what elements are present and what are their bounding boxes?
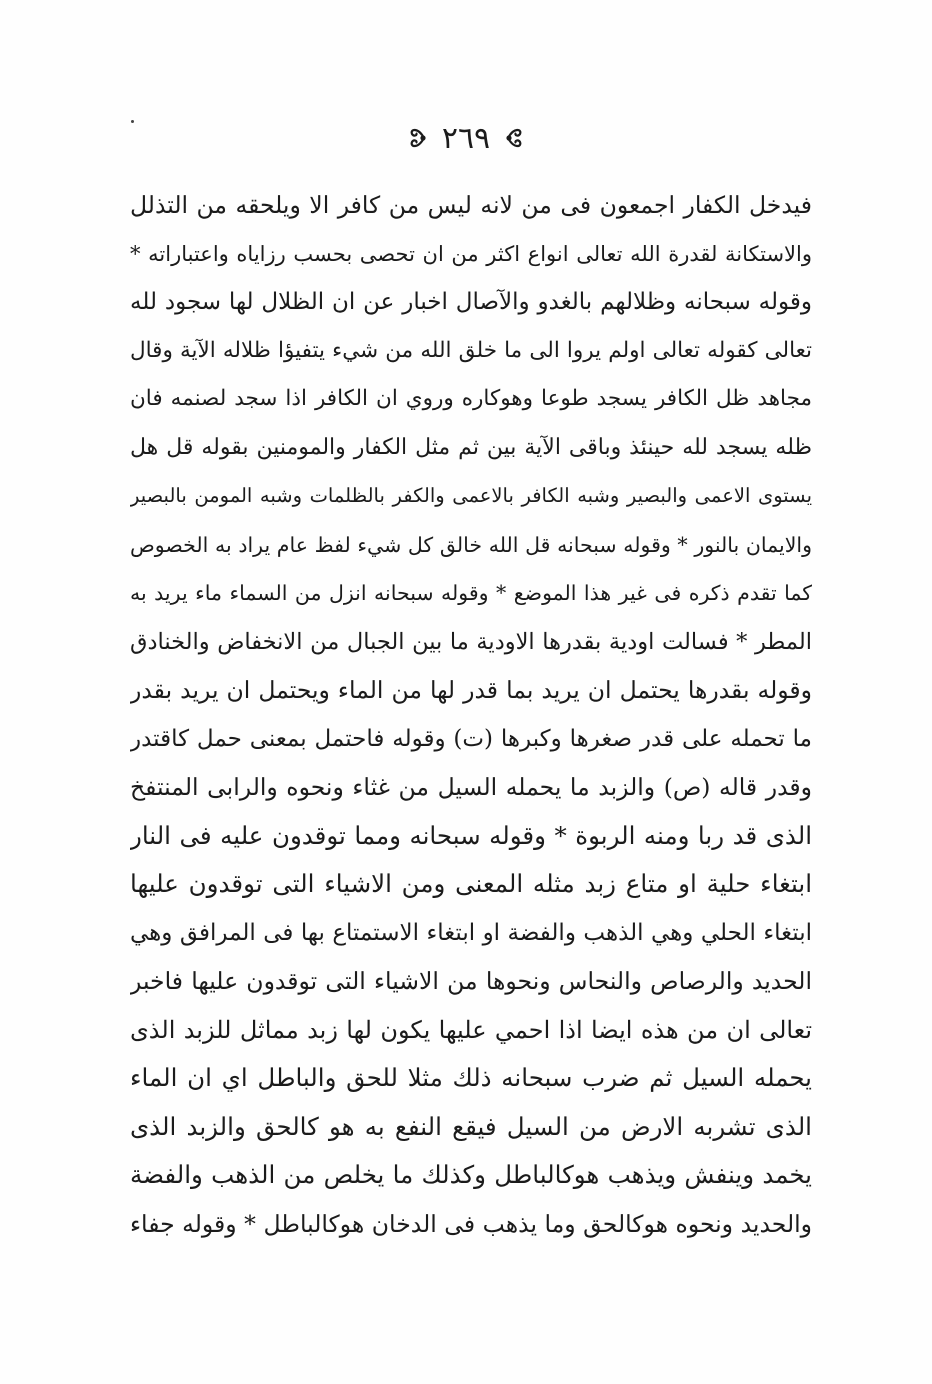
text-line: ظله يسجد لله حينئذ وباقى الآية بين ثم مثل الكفار والمومنين بقوله قل هل [130, 434, 812, 460]
text-line: الذى تشربه الارض من السيل فيقع النفع به هو كالحق والزبد الذى [130, 1111, 812, 1141]
text-line: يستوى الاعمى والبصير وشبه الكافر بالاعمى والكفر بالظلمات وشبه المومن بالبصير [130, 484, 812, 507]
ornament-icon [406, 123, 428, 153]
text-line: ما تحمله على قدر صغرها وكبرها (ت) وقوله فاحتمل بمعنى حمل كاقتدر [130, 725, 812, 752]
page-number: ٢٦٩ [441, 120, 491, 156]
text-line: فيدخل الكفار اجمعون فى من لانه ليس من كافر الا ويلحقه من التذلل [130, 191, 812, 219]
text-line: والحديد ونحوه هوكالحق وما يذهب فى الدخان هوكالباطل * وقوله جفاء [130, 1209, 812, 1238]
text-line: وقدر قاله (ص) والزبد ما يحمله السيل من غثاء ونحوه والرابى المنتفخ [130, 773, 812, 801]
text-line: ابتغاء حلية او متاع زبد مثله المعنى ومن الاشياء التى توقدون عليها [130, 869, 812, 898]
text-line: كما تقدم ذكره فى غير هذا الموضع * وقوله سبحانه انزل من السماء ماء يريد به [130, 581, 812, 605]
page-header [0, 118, 932, 158]
text-line: وقوله سبحانه وظلالهم بالغدو والآصال اخبار عن ان الظلال لها سجود لله [130, 289, 812, 315]
ornament-icon [504, 123, 526, 153]
text-line: الذى قد ربا ومنه الربوة * وقوله سبحانه ومما توقدون عليه فى النار [130, 820, 812, 850]
text-line: وقوله بقدرها يحتمل ان يريد بما قدر لها من الماء ويحتمل ان يريد بقدر [130, 676, 812, 704]
text-line: ابتغاء الحلي وهي الذهب والفضة او ابتغاء الاستمتاع بها فى المرافق وهي [130, 919, 812, 946]
text-line: والايمان بالنور * وقوله سبحانه قل الله خالق كل شيء لفظ عام يراد به الخصوص [130, 532, 812, 557]
text-line: مجاهد ظل الكافر يسجد طوعا وهوكاره وروي ان الكافر اذا سجد لصنمه فان [130, 386, 812, 411]
text-line: يحمله السيل ثم ضرب سبحانه ذلك مثلا للحق والباطل اي ان الماء [130, 1063, 812, 1092]
main-text [130, 181, 812, 1248]
text-line: تعالى ان من هذه ايضا اذا احمي عليها يكون لها زبد مماثل للزبد الذى [130, 1015, 812, 1044]
text-line: والاستكانة لقدرة الله تعالى انواع اكثر من ان تحصى بحسب رزاياه واعتباراته * [130, 241, 812, 266]
text-line: المطر * فسالت اودية بقدرها الاودية ما بين الجبال من الانخفاض والخنادق [130, 628, 812, 655]
text-line: الحديد والرصاص والنحاس ونحوها من الاشياء التى توقدون عليها فاخبر [130, 967, 812, 995]
text-line: يخمد وينفش ويذهب هوكالباطل وكذلك ما يخلص من الذهب والفضة [130, 1160, 812, 1189]
text-line: تعالى كقوله تعالى اولم يروا الى ما خلق الله من شيء يتفيؤا ظلاله الآية وقال [130, 337, 812, 363]
